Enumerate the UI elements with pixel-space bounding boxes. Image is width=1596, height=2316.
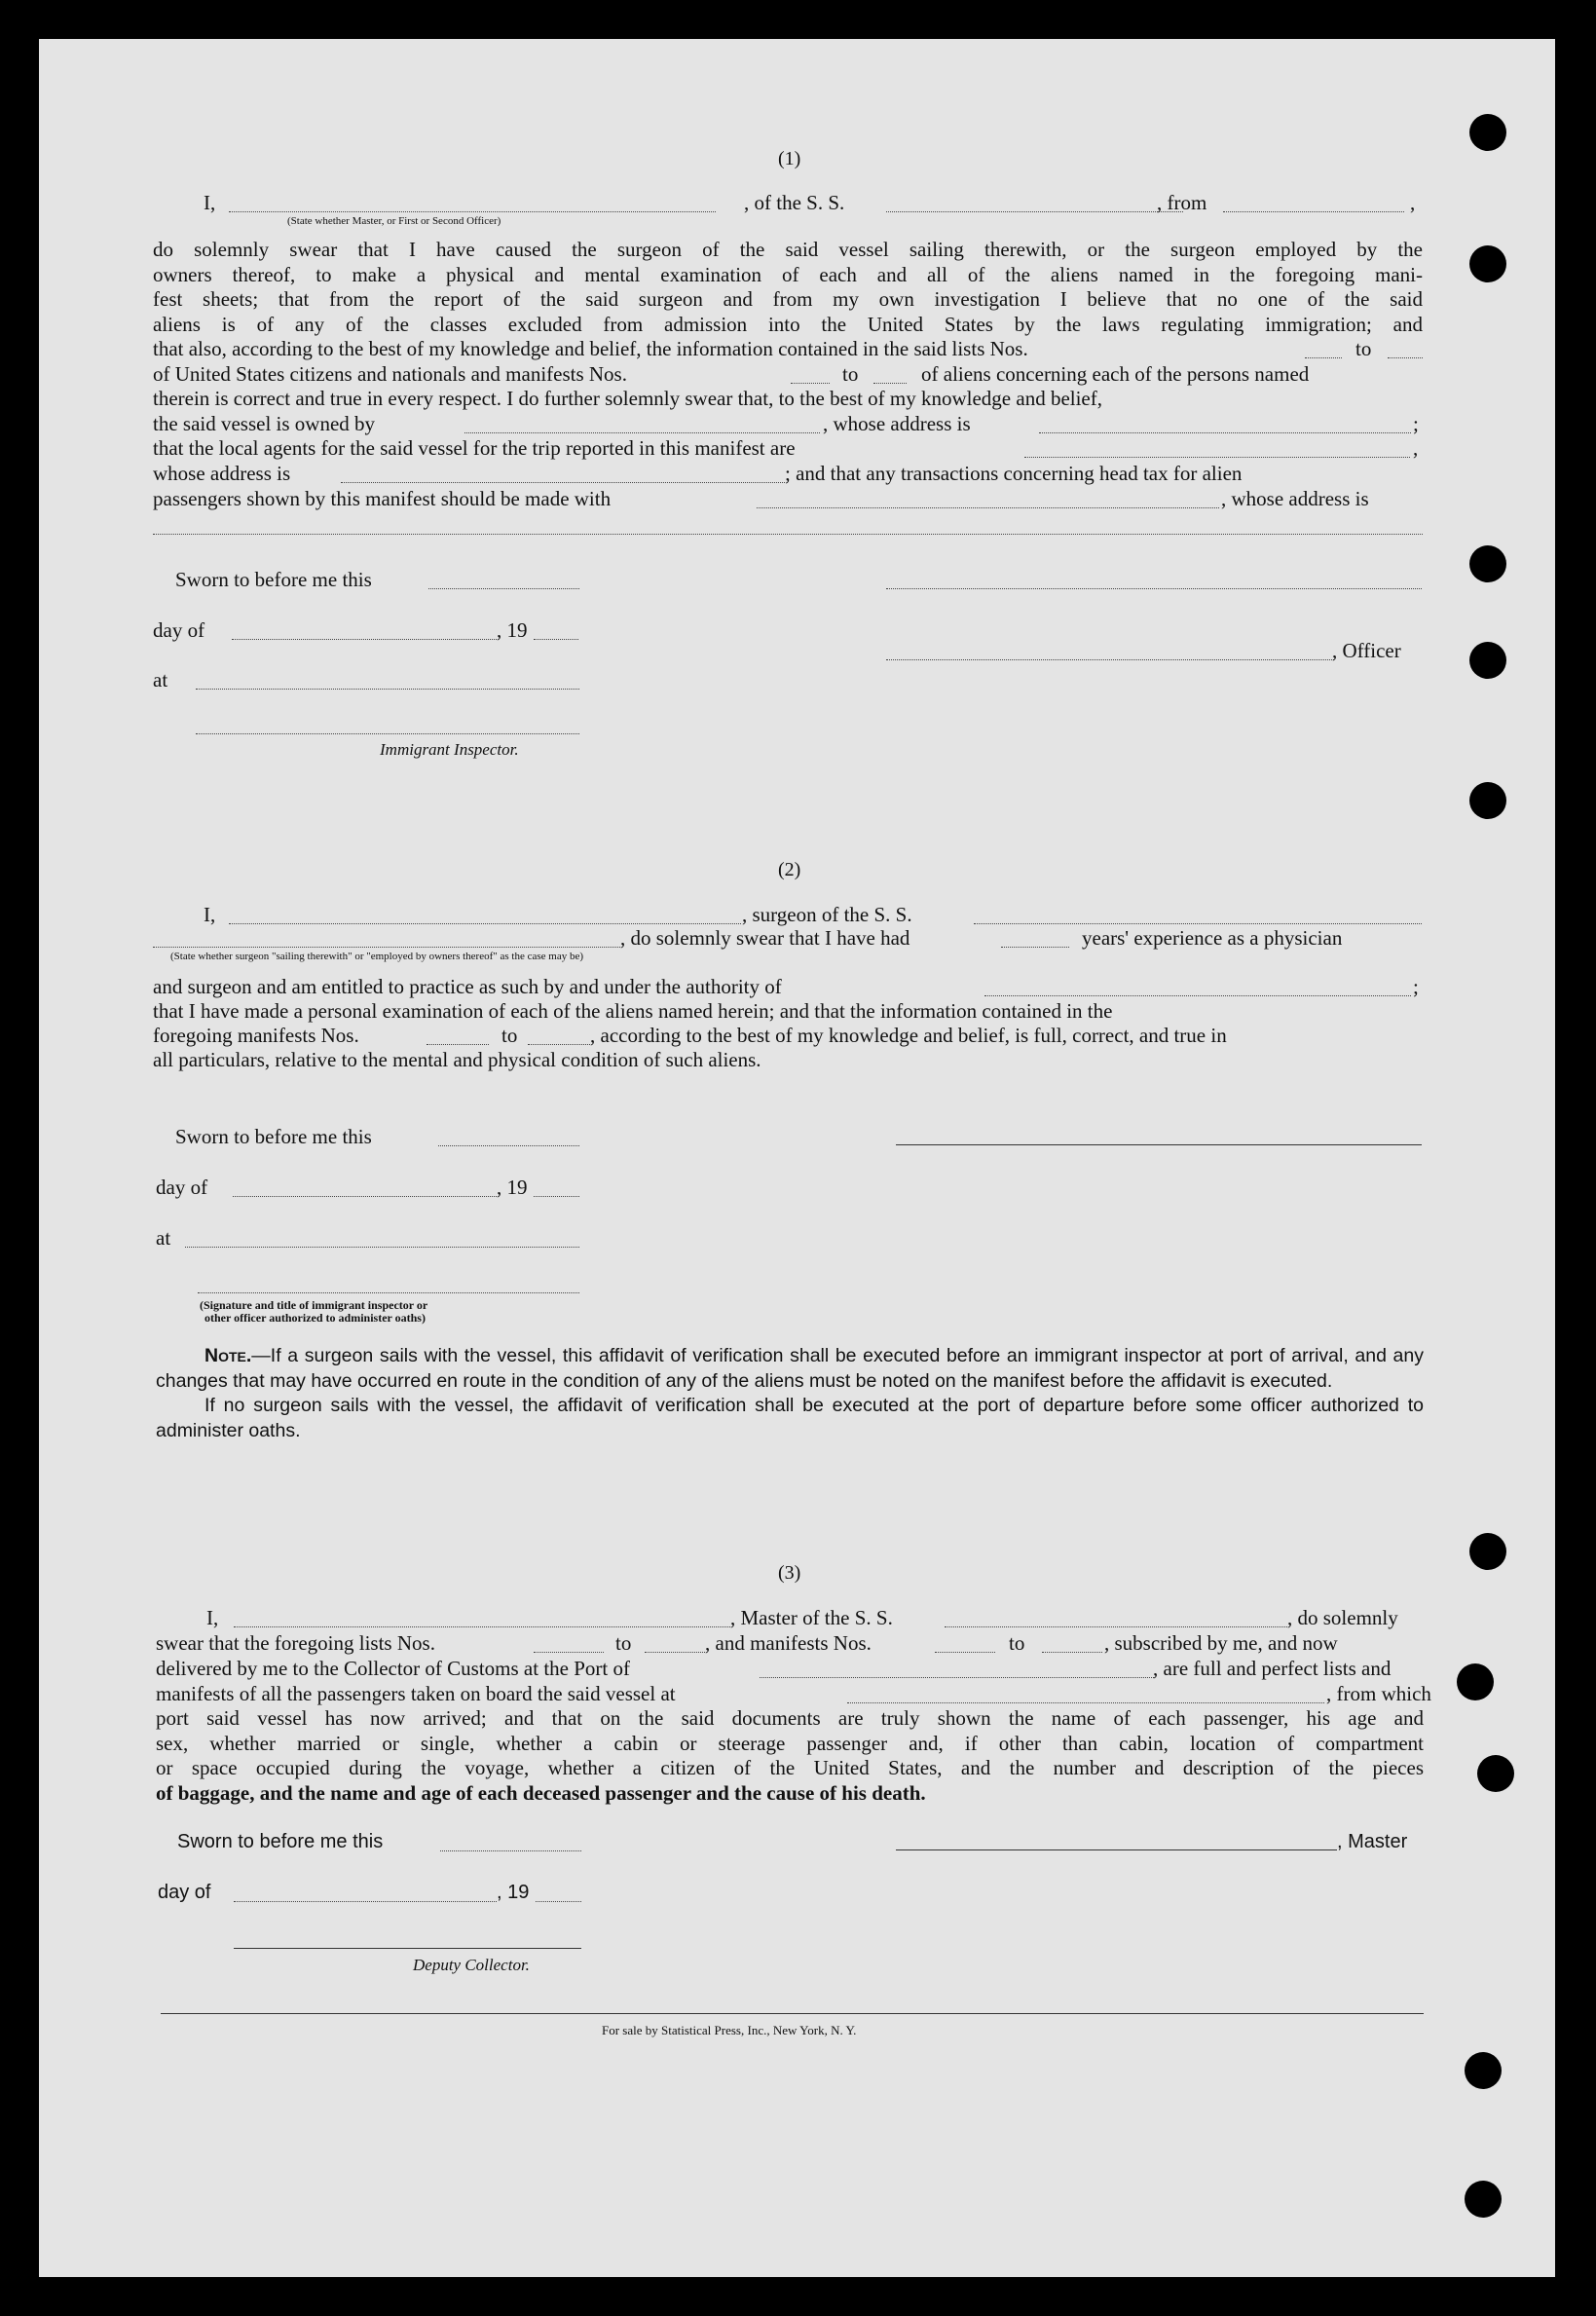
- oath-1-whose-address: whose address is: [153, 462, 291, 485]
- oath-2-at: at: [156, 1226, 171, 1250]
- surgeon-name-field[interactable]: [229, 923, 741, 924]
- master-lists-to-field[interactable]: [645, 1652, 705, 1653]
- oath-3-month-field[interactable]: [234, 1901, 497, 1902]
- oath-1-lists-to: to: [1355, 337, 1372, 360]
- oath-1-line1-mid: , of the S. S.: [744, 191, 845, 214]
- oath-3-body-line: or space occupied during the voyage, whether a citizen of the United States, and the number and description of the pieces: [156, 1756, 1424, 1780]
- oath-1-line1-prefix: I,: [204, 191, 216, 214]
- oath-1-at: at: [153, 668, 168, 691]
- master-name-field[interactable]: [234, 1626, 730, 1627]
- note-text-1: —If a surgeon sails with the vessel, this affidavit of verification shall be executed before an immigrant inspector at port of arrival, and any changes that may have occurred en route in the condition of any of the aliens must be noted on the manifest before the affidavit is executed.: [156, 1345, 1424, 1392]
- oath-2-signature-field[interactable]: [896, 1144, 1422, 1145]
- punch-hole: [1457, 1663, 1494, 1700]
- oath-2-manifests-to: to: [501, 1024, 518, 1047]
- oath-1-citizens-end: of aliens concerning each of the persons named: [921, 362, 1310, 386]
- surgeon-vessel-field[interactable]: [974, 923, 1422, 924]
- officer-title-hint: (State whether Master, or First or Second Officer): [287, 215, 501, 227]
- oath-1-signature-field[interactable]: [886, 588, 1422, 589]
- section-1-number: (1): [778, 148, 801, 169]
- oath-1-day-of: day of: [153, 618, 205, 642]
- oath-1-agents-comma: ,: [1413, 436, 1419, 460]
- oath-3-year: , 19: [497, 1882, 530, 1903]
- oath-3-body: [156, 1706, 1424, 1806]
- oath-1-officer: , Officer: [1332, 639, 1401, 662]
- punch-hole: [1469, 642, 1506, 679]
- oath-1-month-field[interactable]: [232, 639, 497, 640]
- oath-1-semicolon: ;: [1413, 412, 1419, 435]
- oath-2-line1-prefix: I,: [204, 903, 216, 926]
- oath-1-body-line: do solemnly swear that I have caused the surgeon of the said vessel sailing therewith, or the surgeon employed by the: [153, 238, 1423, 261]
- oath-2-year: , 19: [497, 1176, 528, 1199]
- signature-hint-line1: (Signature and title of immigrant inspector or: [200, 1298, 428, 1312]
- oath-1-line1-comma: ,: [1410, 191, 1416, 214]
- surgeon-status-field[interactable]: [153, 947, 620, 948]
- punch-hole: [1465, 2052, 1502, 2089]
- oath-2-line2-mid: , do solemnly swear that I have had: [620, 926, 910, 950]
- oath-3-line1-mid: , Master of the S. S.: [730, 1606, 893, 1629]
- oath-1-year: , 19: [497, 618, 528, 642]
- oath-1-year-field[interactable]: [534, 639, 578, 640]
- deputy-collector-signature-field[interactable]: [234, 1948, 581, 1949]
- head-tax-contact-field[interactable]: [757, 507, 1219, 508]
- lists-from-field[interactable]: [1305, 357, 1342, 358]
- inspector-signature-field[interactable]: [196, 733, 579, 734]
- punch-hole: [1469, 1533, 1506, 1570]
- oath-3-body-line: port said vessel has now arrived; and that on the said documents are truly shown the name of each passenger, his age and: [156, 1706, 1424, 1730]
- oath-1-place-field[interactable]: [196, 689, 579, 690]
- punch-hole: [1469, 245, 1506, 282]
- oath-2-manifests-end: , according to the best of my knowledge and belief, is full, correct, and true in: [590, 1024, 1227, 1047]
- oath-2-manifests-text: foregoing manifests Nos.: [153, 1024, 359, 1047]
- oath-3-body-line: sex, whether married or single, whether a cabin or steerage passenger and, if other than cabin, location of compartment: [156, 1731, 1424, 1755]
- oath-1-sworn-day-field[interactable]: [428, 588, 579, 589]
- agents-address-field[interactable]: [341, 482, 785, 483]
- officer-name-field[interactable]: [886, 659, 1334, 660]
- vessel-name-field[interactable]: [886, 211, 1183, 212]
- manifests-from-field[interactable]: [791, 383, 830, 384]
- oath-1-headtax-text: ; and that any transactions concerning head tax for alien: [785, 462, 1243, 485]
- oath-1-lists-text: that also, according to the best of my knowledge and belief, the information contained in the said lists Nos.: [153, 337, 1028, 360]
- departure-port-field[interactable]: [1223, 211, 1404, 212]
- oath-3-delivered-end: , are full and perfect lists and: [1153, 1657, 1392, 1680]
- lists-to-field[interactable]: [1388, 357, 1423, 358]
- oath-2-month-field[interactable]: [233, 1196, 497, 1197]
- oath-1-body-line: owners thereof, to make a physical and mental examination of each and all of the aliens named in the foregoing mani-: [153, 262, 1423, 286]
- oath-1-agents-text: that the local agents for the said vessel for the trip reported in this manifest are: [153, 436, 796, 460]
- master-signature-field[interactable]: [896, 1849, 1337, 1850]
- inspector-label: Immigrant Inspector.: [380, 740, 519, 759]
- oath-2-year-field[interactable]: [534, 1196, 579, 1197]
- printer-credit: For sale by Statistical Press, Inc., New York, N. Y.: [602, 2023, 857, 2037]
- local-agents-field[interactable]: [1024, 457, 1410, 458]
- master-lists-from-field[interactable]: [534, 1652, 604, 1653]
- years-experience-field[interactable]: [1001, 947, 1069, 948]
- footer-rule: [161, 2013, 1424, 2014]
- license-authority-field[interactable]: [984, 995, 1411, 996]
- form-page: [39, 39, 1555, 2277]
- oath-3-line1-prefix: I,: [206, 1606, 219, 1629]
- verification-note: [156, 1344, 1424, 1443]
- oath-1-correct-text: therein is correct and true in every respect. I do further solemnly swear that, to the best of my knowledge and belief,: [153, 387, 1102, 410]
- owner-address-field[interactable]: [1039, 432, 1411, 433]
- oath-2-sworn: Sworn to before me this: [175, 1125, 372, 1148]
- boarding-port-field[interactable]: [847, 1702, 1324, 1703]
- vessel-owner-field[interactable]: [464, 432, 820, 433]
- oath-1-passengers-text: passengers shown by this manifest should be made with: [153, 487, 612, 510]
- section-3-number: (3): [778, 1562, 801, 1584]
- oath-3-manifests-end: , from which: [1326, 1682, 1431, 1705]
- oath-1-owned-text: the said vessel is owned by: [153, 412, 376, 435]
- oath-2-sworn-day-field[interactable]: [438, 1145, 579, 1146]
- manifests-to-field[interactable]: [873, 383, 907, 384]
- oath-1-body: [153, 238, 1423, 337]
- oath-3-sworn-day-field[interactable]: [440, 1850, 581, 1851]
- punch-hole: [1469, 782, 1506, 819]
- oath-3-year-field[interactable]: [536, 1901, 581, 1902]
- oath-1-line1-end: , from: [1157, 191, 1207, 214]
- deputy-collector-label: Deputy Collector.: [413, 1956, 530, 1974]
- oath-2-line1-mid: , surgeon of the S. S.: [742, 903, 912, 926]
- head-tax-address-field[interactable]: [153, 534, 1423, 535]
- master-vessel-field[interactable]: [945, 1626, 1287, 1627]
- oath-2-authority-text: and surgeon and am entitled to practice as such by and under the authority of: [153, 975, 782, 998]
- master-manifests-to-field[interactable]: [1042, 1652, 1102, 1653]
- oath-1-body-line: aliens is of any of the classes excluded from admission into the United States by the laws regulating immigration; and: [153, 312, 1423, 336]
- customs-port-field[interactable]: [760, 1677, 1154, 1678]
- oath-3-delivered-text: delivered by me to the Collector of Customs at the Port of: [156, 1657, 630, 1680]
- punch-hole: [1469, 114, 1506, 151]
- oath-3-day-of: day of: [158, 1882, 211, 1903]
- note-paragraph-1: [156, 1344, 1424, 1394]
- oath-3-manifests-text: manifests of all the passengers taken on board the said vessel at: [156, 1682, 676, 1705]
- oath-2-administrator-signature-field[interactable]: [198, 1292, 579, 1293]
- surgeon-manifests-from-field[interactable]: [427, 1044, 489, 1045]
- oath-3-sworn: Sworn to before me this: [177, 1831, 384, 1852]
- oath-3-line1-end: , do solemnly: [1287, 1606, 1398, 1629]
- oath-3-lists-to2: to: [1009, 1631, 1025, 1655]
- section-2-number: (2): [778, 859, 801, 880]
- oath-1-passengers-end: , whose address is: [1221, 487, 1369, 510]
- oath-1-sworn: Sworn to before me this: [175, 568, 372, 591]
- surgeon-status-hint: (State whether surgeon "sailing therewith" or "employed by owners thereof" as the case may be): [170, 951, 584, 962]
- oath-1-citizens-text: of United States citizens and nationals and manifests Nos.: [153, 362, 627, 386]
- oath-2-day-of: day of: [156, 1176, 208, 1199]
- oath-3-body-line: of baggage, and the name and age of each deceased passenger and the cause of his death.: [156, 1780, 926, 1805]
- punch-hole: [1465, 2181, 1502, 2218]
- oath-2-semicolon: ;: [1413, 975, 1419, 998]
- oath-2-exam-text: that I have made a personal examination of each of the aliens named herein; and that the information contained in the: [153, 999, 1113, 1023]
- oath-2-line2-end: years' experience as a physician: [1082, 926, 1343, 950]
- oath-3-master: , Master: [1337, 1831, 1408, 1852]
- oath-1-body-line: fest sheets; that from the report of the said surgeon and from my own investigation I believe that no one of the said: [153, 287, 1423, 312]
- oath-1-citizens-to: to: [842, 362, 859, 386]
- oath-3-lists-text: swear that the foregoing lists Nos.: [156, 1631, 435, 1655]
- oath-3-lists-end: , subscribed by me, and now: [1104, 1631, 1338, 1655]
- surgeon-manifests-to-field[interactable]: [528, 1044, 590, 1045]
- officer-title-field[interactable]: [229, 211, 716, 212]
- note-paragraph-2: [156, 1394, 1424, 1443]
- note-label: Note.: [204, 1345, 252, 1366]
- oath-2-place-field[interactable]: [185, 1247, 579, 1248]
- signature-hint-line2: other officer authorized to administer oaths): [204, 1311, 426, 1325]
- oath-3-lists-to: to: [615, 1631, 632, 1655]
- punch-hole: [1477, 1755, 1514, 1792]
- oath-1-owned-address: , whose address is: [823, 412, 971, 435]
- note-text-2: If no surgeon sails with the vessel, the affidavit of verification shall be executed at the port of departure before some officer authorized to administer oaths.: [156, 1395, 1424, 1441]
- oath-3-lists-mid: , and manifests Nos.: [705, 1631, 872, 1655]
- master-manifests-from-field[interactable]: [935, 1652, 995, 1653]
- oath-2-particulars-text: all particulars, relative to the mental and physical condition of such aliens.: [153, 1048, 761, 1071]
- punch-hole: [1469, 545, 1506, 582]
